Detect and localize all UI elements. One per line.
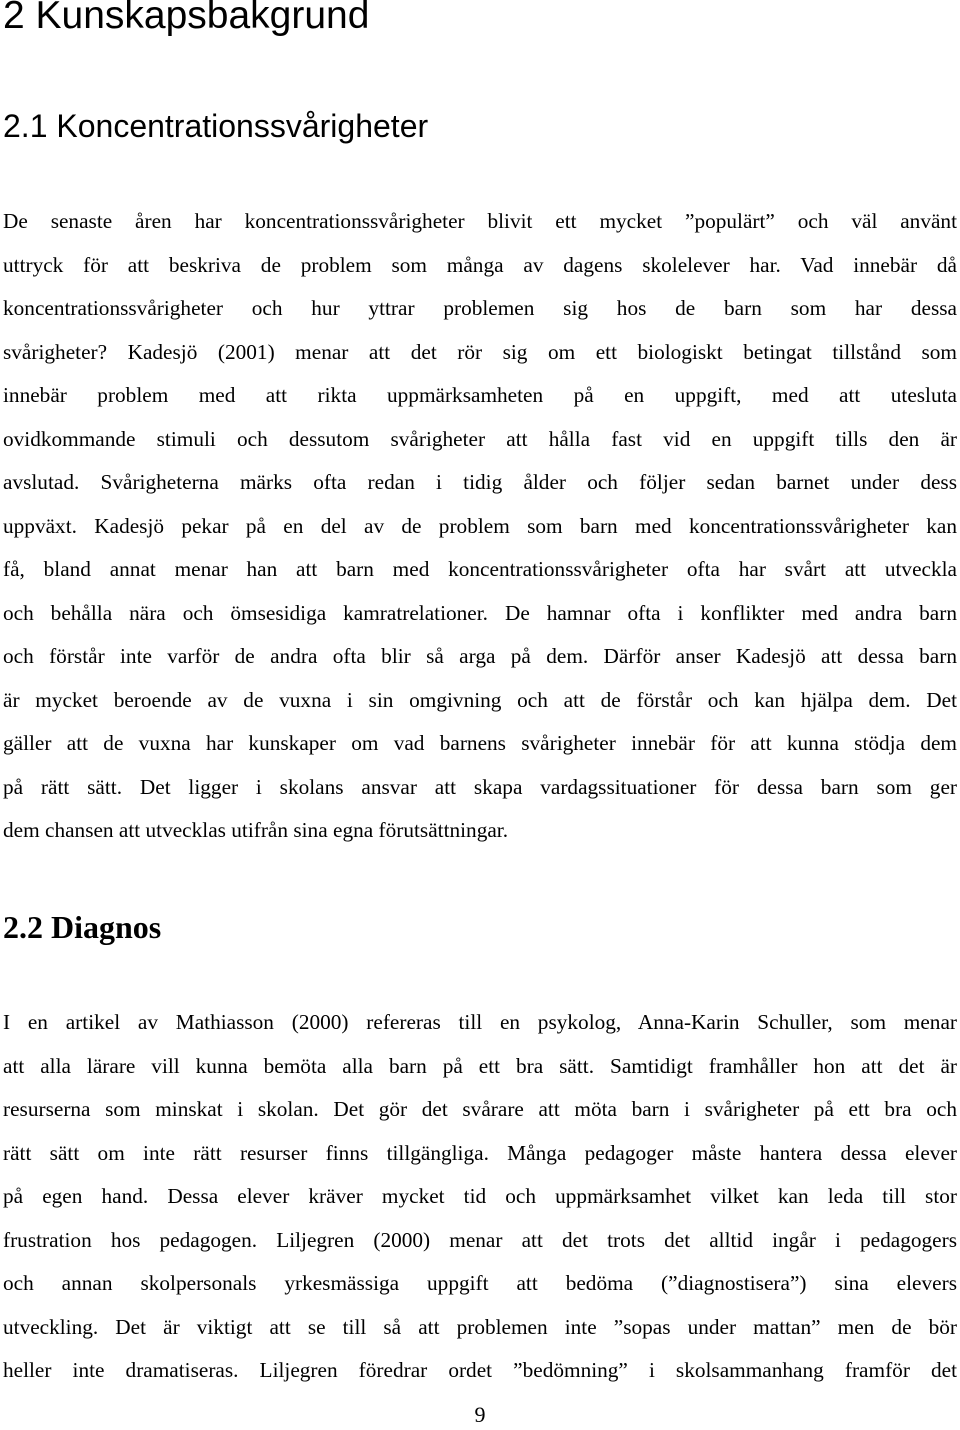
paragraph-line: och annan skolpersonals yrkesmässiga uppgift att bedöma (”diagnostisera”) sina elevers — [3, 1271, 957, 1295]
page-number: 9 — [474, 1402, 486, 1427]
paragraph-line: på egen hand. Dessa elever kräver mycket tid och uppmärksamhet vilket kan leda till stor — [3, 1184, 957, 1208]
paragraph-line: innebär problem med att rikta uppmärksamheten på en uppgift, med att utesluta — [3, 383, 957, 407]
paragraph-line: koncentrationssvårigheter och hur yttrar problemen sig hos de barn som har dessa — [3, 296, 957, 320]
paragraph-line: heller inte dramatiseras. Liljegren föredrar ordet ”bedömning” i skolsammanhang framför det — [3, 1358, 957, 1382]
paragraph-line: få, bland annat menar han att barn med koncentrationssvårigheter ofta har svårt att utveckla — [3, 557, 957, 581]
paragraph-line: ovidkommande stimuli och dessutom svårigheter att hålla fast vid en uppgift tills den är — [3, 426, 957, 451]
paragraph-line: på rätt sätt. Det ligger i skolans ansvar att skapa vardagssituationer för dessa barn som ger — [3, 774, 957, 799]
paragraph-line: dem chansen att utvecklas utifrån sina egna förutsättningar. — [3, 818, 509, 842]
paragraph-line: resurserna som minskat i skolan. Det gör det svårare att möta barn i svårigheter på ett bra och — [3, 1097, 957, 1121]
paragraph-line: rätt sätt om inte rätt resurser finns tillgängliga. Många pedagoger måste hantera dessa elever — [3, 1140, 957, 1165]
paragraph-line: och förstår inte varför de andra ofta blir så arga på dem. Därför anser Kadesjö att dessa barn — [3, 644, 957, 668]
paragraph-line: och behålla nära och ömsesidiga kamratrelationer. De hamnar ofta i konflikter med andra barn — [3, 600, 957, 625]
section-heading-koncentrationssvarigheter: 2.1 Koncentrationssvårigheter — [3, 108, 429, 144]
paragraph-line: svårigheter? Kadesjö (2001) menar att det rör sig om ett biologiskt betingat tillstånd som — [3, 339, 957, 364]
paragraph-line: uppväxt. Kadesjö pekar på en del av de problem som barn med koncentrationssvårigheter kan — [3, 513, 957, 538]
paragraph-line: utveckling. Det är viktigt att se till så att problemen inte ”sopas under mattan” men de bör — [3, 1314, 957, 1339]
paragraph-line: är mycket beroende av de vuxna i sin omgivning och att de förstår och kan hjälpa dem. Det — [3, 687, 957, 712]
section-heading-diagnos: 2.2 Diagnos — [3, 909, 162, 945]
section-1-paragraph — [3, 200, 957, 853]
paragraph-line: uttryck för att beskriva de problem som många av dagens skolelever har. Vad innebär då — [3, 252, 957, 277]
paragraph-line: frustration hos pedagogen. Liljegren (2000) menar att det trots det alltid ingår i pedagogers — [3, 1227, 957, 1252]
paragraph-line: I en artikel av Mathiasson (2000) refereras till en psykolog, Anna-Karin Schuller, som menar — [3, 1010, 957, 1034]
paragraph-line: att alla lärare vill kunna bemöta alla barn på ett bra sätt. Samtidigt framhåller hon att det är — [3, 1053, 957, 1078]
section-2-paragraph — [3, 1001, 957, 1393]
paragraph-line: De senaste åren har koncentrationssvårigheter blivit ett mycket ”populärt” och väl använt — [3, 209, 957, 233]
paragraph-line: gäller att de vuxna har kunskaper om vad barnens svårigheter innebär för att kunna stödja dem — [3, 731, 957, 755]
chapter-title: 2 Kunskapsbakgrund — [3, 0, 370, 37]
paragraph-line: avslutad. Svårigheterna märks ofta redan i tidig ålder och följer sedan barnet under dess — [3, 470, 957, 494]
